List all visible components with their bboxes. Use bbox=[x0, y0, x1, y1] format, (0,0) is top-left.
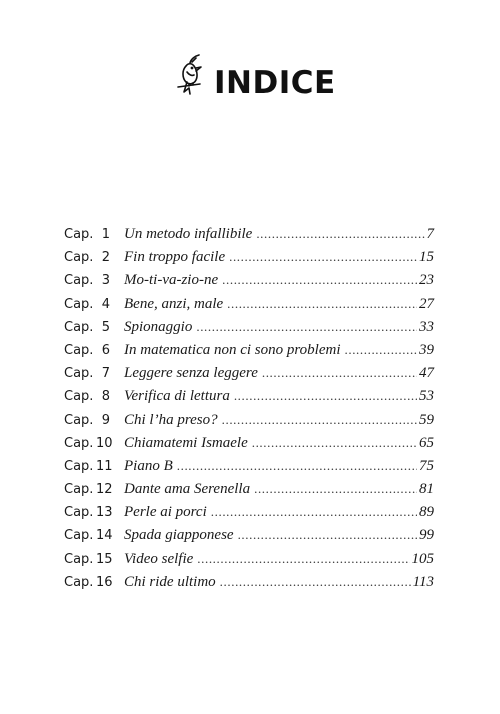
toc-entry[interactable] bbox=[64, 570, 434, 593]
chapter-prefix: Cap. bbox=[64, 528, 94, 544]
toc-entry[interactable] bbox=[64, 315, 434, 338]
toc-entry[interactable] bbox=[64, 361, 434, 384]
dot-leader bbox=[197, 547, 409, 570]
dot-leader bbox=[220, 570, 411, 593]
chapter-number: 5 bbox=[101, 319, 110, 335]
chapter-prefix: Cap. bbox=[64, 458, 94, 474]
chapter-title: Bene, anzi, male bbox=[124, 295, 224, 312]
toc-entry[interactable] bbox=[64, 268, 434, 291]
chapter-number: 2 bbox=[101, 250, 110, 266]
dot-leader bbox=[227, 292, 417, 315]
dot-leader bbox=[254, 477, 417, 500]
dot-leader bbox=[222, 408, 417, 431]
toc-entry[interactable] bbox=[64, 338, 434, 361]
chapter-title: Leggere senza leggere bbox=[124, 365, 258, 382]
chapter-number: 8 bbox=[101, 389, 110, 405]
chapter-prefix: Cap. bbox=[64, 389, 94, 405]
dot-leader bbox=[256, 222, 424, 245]
chapter-prefix: Cap. bbox=[64, 342, 94, 358]
table-of-contents bbox=[64, 222, 434, 593]
toc-entry[interactable] bbox=[64, 292, 434, 315]
chapter-number: 10 bbox=[96, 435, 113, 451]
chapter-title: Spionaggio bbox=[124, 318, 193, 335]
chapter-prefix: Cap. bbox=[64, 412, 94, 428]
page-number: 89 bbox=[419, 504, 434, 521]
chapter-prefix: Cap. bbox=[64, 250, 94, 266]
dot-leader bbox=[345, 338, 418, 361]
chapter-number: 7 bbox=[101, 366, 110, 382]
chapter-prefix: Cap. bbox=[64, 273, 94, 289]
chapter-title: Fin troppo facile bbox=[124, 249, 226, 266]
chapter-prefix: Cap. bbox=[64, 319, 94, 335]
chapter-number: 11 bbox=[96, 458, 113, 474]
dot-leader bbox=[222, 268, 417, 291]
chapter-number: 4 bbox=[101, 296, 110, 312]
chapter-number: 3 bbox=[101, 273, 110, 289]
dot-leader bbox=[234, 384, 417, 407]
chapter-title: Chi l’ha preso? bbox=[124, 411, 218, 428]
bird-icon bbox=[172, 46, 212, 106]
chapter-prefix: Cap. bbox=[64, 296, 94, 312]
chapter-title: Perle ai porci bbox=[124, 504, 207, 521]
chapter-title: Chiamatemi Ismaele bbox=[124, 434, 248, 451]
page-number: 59 bbox=[419, 411, 434, 428]
chapter-number: 15 bbox=[96, 551, 113, 567]
toc-entry[interactable] bbox=[64, 431, 434, 454]
toc-entry[interactable] bbox=[64, 454, 434, 477]
toc-entry[interactable] bbox=[64, 408, 434, 431]
page-number: 15 bbox=[419, 249, 434, 266]
chapter-title: Dante ama Serenella bbox=[124, 481, 251, 498]
toc-entry[interactable] bbox=[64, 384, 434, 407]
chapter-number: 9 bbox=[101, 412, 110, 428]
page-number: 113 bbox=[412, 573, 434, 590]
dot-leader bbox=[177, 454, 417, 477]
chapter-prefix: Cap. bbox=[64, 366, 94, 382]
page-number: 53 bbox=[419, 388, 434, 405]
dot-leader bbox=[211, 500, 417, 523]
toc-entry[interactable] bbox=[64, 500, 434, 523]
page-number: 7 bbox=[426, 226, 434, 242]
page-number: 33 bbox=[419, 318, 434, 335]
chapter-title: Piano B bbox=[124, 457, 173, 474]
page-number: 105 bbox=[411, 550, 434, 567]
chapter-number: 16 bbox=[96, 574, 113, 590]
page-number: 27 bbox=[419, 295, 434, 312]
chapter-title: Verifica di lettura bbox=[124, 388, 230, 405]
chapter-title: Mo-ti-va-zio-ne bbox=[124, 272, 219, 289]
chapter-number: 12 bbox=[96, 482, 113, 498]
chapter-number: 13 bbox=[96, 505, 113, 521]
chapter-title: Video selfie bbox=[124, 550, 194, 567]
page-title: INDICE bbox=[214, 64, 336, 101]
toc-entry[interactable] bbox=[64, 245, 434, 268]
toc-entry[interactable] bbox=[64, 547, 434, 570]
chapter-prefix: Cap. bbox=[64, 435, 94, 451]
chapter-number: 1 bbox=[101, 227, 110, 242]
chapter-title: Spada giapponese bbox=[124, 527, 234, 544]
chapter-number: 6 bbox=[101, 342, 110, 358]
chapter-prefix: Cap. bbox=[64, 551, 94, 567]
chapter-prefix: Cap. bbox=[64, 505, 94, 521]
page-number: 81 bbox=[419, 481, 434, 498]
chapter-prefix: Cap. bbox=[64, 574, 94, 590]
bird-eye bbox=[191, 67, 194, 70]
page-number: 39 bbox=[419, 341, 434, 358]
toc-entry[interactable] bbox=[64, 523, 434, 546]
dot-leader bbox=[262, 361, 417, 384]
chapter-number: 14 bbox=[96, 528, 113, 544]
title-block bbox=[172, 44, 336, 108]
toc-entry[interactable] bbox=[64, 477, 434, 500]
chapter-prefix: Cap. bbox=[64, 227, 94, 242]
toc-entry[interactable] bbox=[64, 222, 434, 245]
page-number: 75 bbox=[419, 457, 434, 474]
dot-leader bbox=[229, 245, 417, 268]
chapter-prefix: Cap. bbox=[64, 482, 94, 498]
chapter-title: Chi ride ultimo bbox=[124, 573, 216, 590]
page-number: 23 bbox=[419, 272, 434, 289]
page-number: 47 bbox=[419, 365, 434, 382]
page-number: 65 bbox=[419, 434, 434, 451]
dot-leader bbox=[252, 431, 417, 454]
chapter-title: In matematica non ci sono problemi bbox=[124, 341, 341, 358]
page-number: 99 bbox=[419, 527, 434, 544]
dot-leader bbox=[238, 523, 417, 546]
chapter-title: Un metodo infallibile bbox=[124, 226, 253, 242]
dot-leader bbox=[196, 315, 417, 338]
